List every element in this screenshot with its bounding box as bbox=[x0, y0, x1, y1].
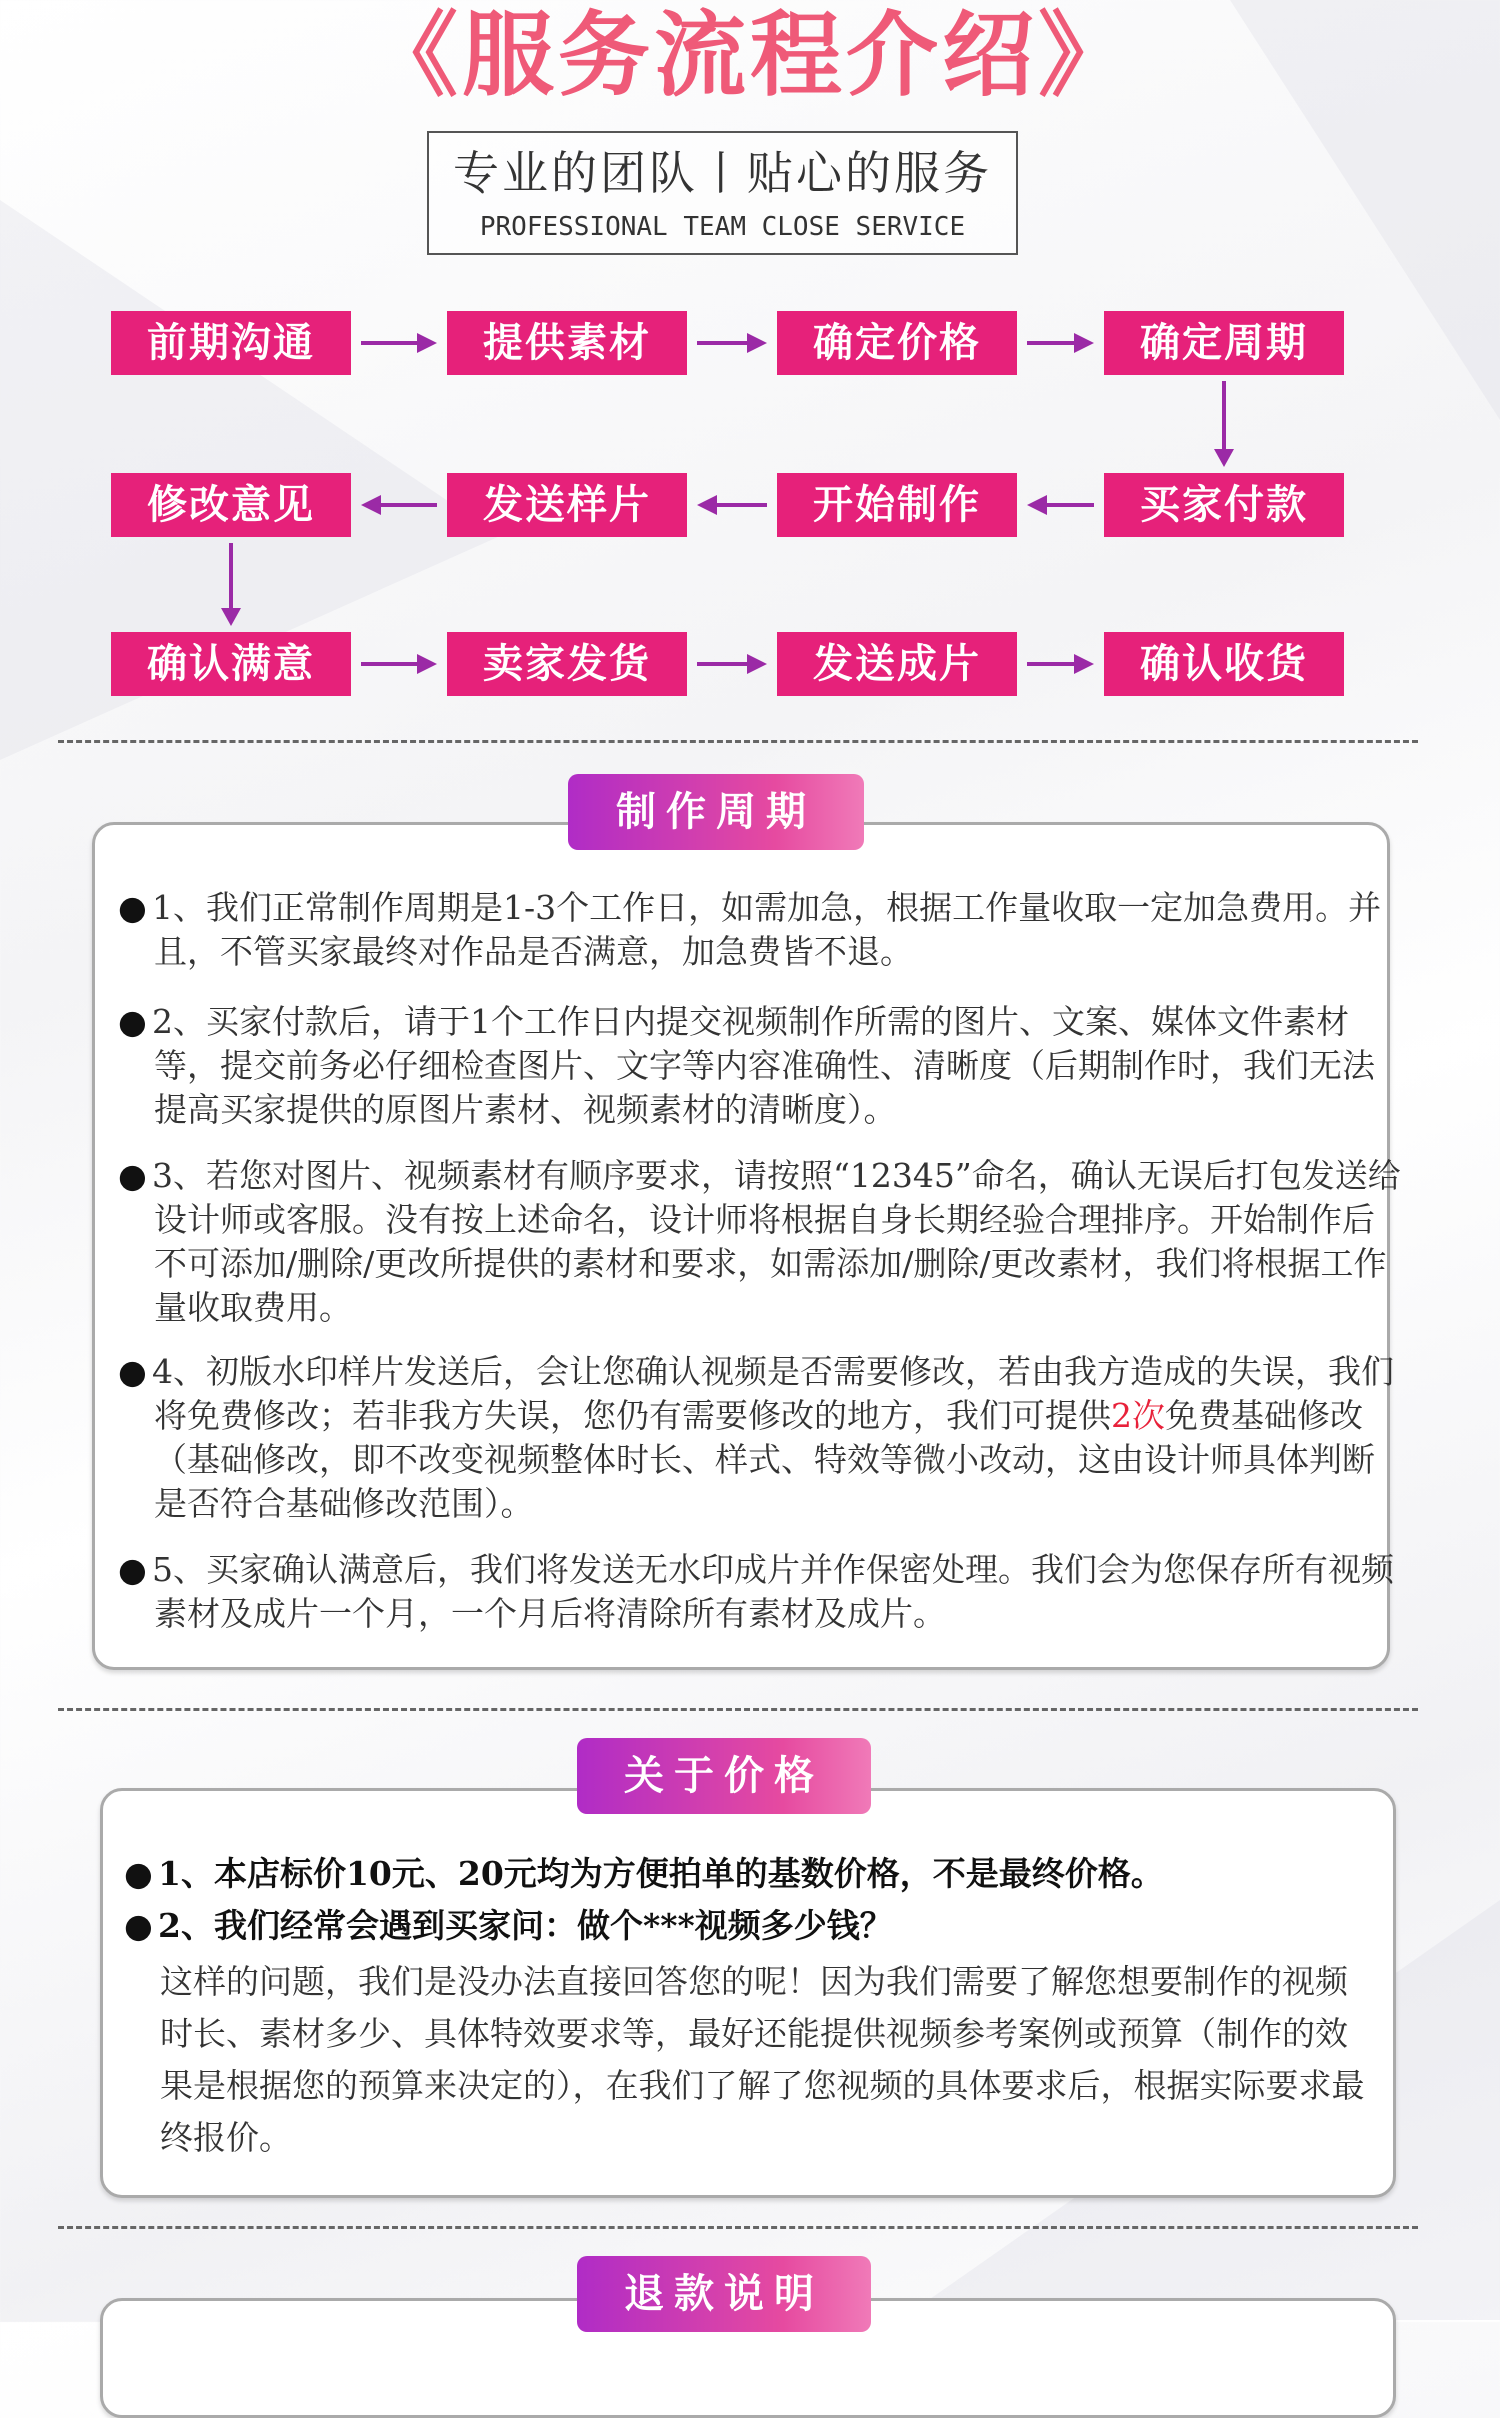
cycle-item-4-text-accent: 2次 bbox=[1111, 1396, 1165, 1435]
refund-header: 退款说明 bbox=[577, 2256, 871, 2332]
flow-step: 确认满意 bbox=[111, 632, 351, 696]
cycle-item-2 bbox=[118, 1000, 1404, 1132]
cycle-item-3 bbox=[118, 1154, 1404, 1330]
pricing-line-2-text: 2、我们经常会遇到买家问：做个***视频多少钱？ bbox=[158, 1906, 893, 1945]
production-cycle-header: 制作周期 bbox=[568, 774, 864, 850]
bullet-icon: ● bbox=[118, 1002, 147, 1041]
arrow-right-icon bbox=[1027, 653, 1094, 675]
cycle-item-5 bbox=[118, 1548, 1404, 1636]
cycle-item-1-text: 1、我们正常制作周期是1-3个工作日，如需加急，根据工作量收取一定加急费用。并且，不管买家最终对作品是否满意，加急费皆不退。 bbox=[152, 888, 1382, 971]
pricing-header: 关于价格 bbox=[577, 1738, 871, 1814]
arrow-right-icon bbox=[1027, 332, 1094, 354]
cycle-item-2-text: 2、买家付款后，请于1个工作日内提交视频制作所需的图片、文案、媒体文件素材等，提交前务必仔细检查图片、文字等内容准确性、清晰度（后期制作时，我们无法提高买家提供的原图片素材、视频素材的清晰度）。 bbox=[152, 1002, 1375, 1129]
pricing-line-2 bbox=[124, 1904, 1420, 1948]
bullet-icon: ● bbox=[124, 1854, 153, 1893]
pricing-line-1-text: 1、本店标价10元、20元均为方便拍单的基数价格，不是最终价格。 bbox=[158, 1854, 1164, 1893]
bullet-icon: ● bbox=[118, 888, 147, 927]
pricing-line-1 bbox=[124, 1852, 1420, 1896]
page-title: 《服务流程介绍》 bbox=[365, 2, 1134, 109]
arrow-left-icon bbox=[1027, 494, 1094, 516]
arrow-right-icon bbox=[697, 653, 767, 675]
arrow-left-icon bbox=[697, 494, 767, 516]
cycle-item-3-text: 3、若您对图片、视频素材有顺序要求，请按照“12345”命名，确认无误后打包发送给设计师或客服。没有按上述命名，设计师将根据自身长期经验合理排序。开始制作后不可添加/删除/更改所提供的素材和要求，如需添加/删除/更改素材，我们将根据工作量收取费用。 bbox=[152, 1156, 1401, 1327]
arrow-right-icon bbox=[697, 332, 767, 354]
arrow-right-icon bbox=[361, 332, 437, 354]
cycle-item-1 bbox=[118, 886, 1404, 974]
cycle-item-4 bbox=[118, 1350, 1404, 1526]
flow-step: 发送样片 bbox=[447, 473, 687, 537]
arrow-down-icon bbox=[219, 543, 243, 626]
tagline-box bbox=[427, 131, 1018, 255]
bullet-icon: ● bbox=[118, 1156, 147, 1195]
cycle-item-4-text-after: 免费基础修改（基础修改，即不改变视频整体时长、样式、特效等微小改动，这由设计师具体判断是否符合基础修改范围）。 bbox=[154, 1396, 1375, 1523]
bullet-icon: ● bbox=[118, 1352, 147, 1391]
flow-step: 提供素材 bbox=[447, 311, 687, 375]
flow-step: 发送成片 bbox=[777, 632, 1017, 696]
flow-step: 确定周期 bbox=[1104, 311, 1344, 375]
flow-step: 开始制作 bbox=[777, 473, 1017, 537]
flow-step: 确认收货 bbox=[1104, 632, 1344, 696]
section-divider bbox=[58, 740, 1418, 743]
flow-step: 卖家发货 bbox=[447, 632, 687, 696]
tagline-main: 专业的团队丨贴心的服务 bbox=[453, 146, 992, 200]
arrow-right-icon bbox=[361, 653, 437, 675]
cycle-item-4-text-before: 4、初版水印样片发送后，会让您确认视频是否需要修改，若由我方造成的失误，我们将免费修改；若非我方失误，您仍有需要修改的地方，我们可提供 bbox=[152, 1352, 1394, 1435]
section-divider bbox=[58, 1708, 1418, 1711]
flow-step: 确定价格 bbox=[777, 311, 1017, 375]
flow-step: 修改意见 bbox=[111, 473, 351, 537]
pricing-body: 这样的问题，我们是没办法直接回答您的呢！因为我们需要了解您想要制作的视频时长、素材多少、具体特效要求等，最好还能提供视频参考案例或预算（制作的效果是根据您的预算来决定的），在我们了解了您视频的具体要求后，根据实际要求最终报价。 bbox=[160, 1962, 1365, 2157]
arrow-left-icon bbox=[361, 494, 437, 516]
section-divider bbox=[58, 2226, 1418, 2229]
bullet-icon: ● bbox=[124, 1906, 153, 1945]
flow-step: 买家付款 bbox=[1104, 473, 1344, 537]
cycle-item-5-text: 5、买家确认满意后，我们将发送无水印成片并作保密处理。我们会为您保存所有视频素材及成片一个月，一个月后将清除所有素材及成片。 bbox=[152, 1550, 1394, 1633]
tagline-sub: PROFESSIONAL TEAM CLOSE SERVICE bbox=[479, 212, 966, 242]
flow-step: 前期沟通 bbox=[111, 311, 351, 375]
arrow-down-icon bbox=[1212, 381, 1236, 467]
bullet-icon: ● bbox=[118, 1550, 147, 1589]
